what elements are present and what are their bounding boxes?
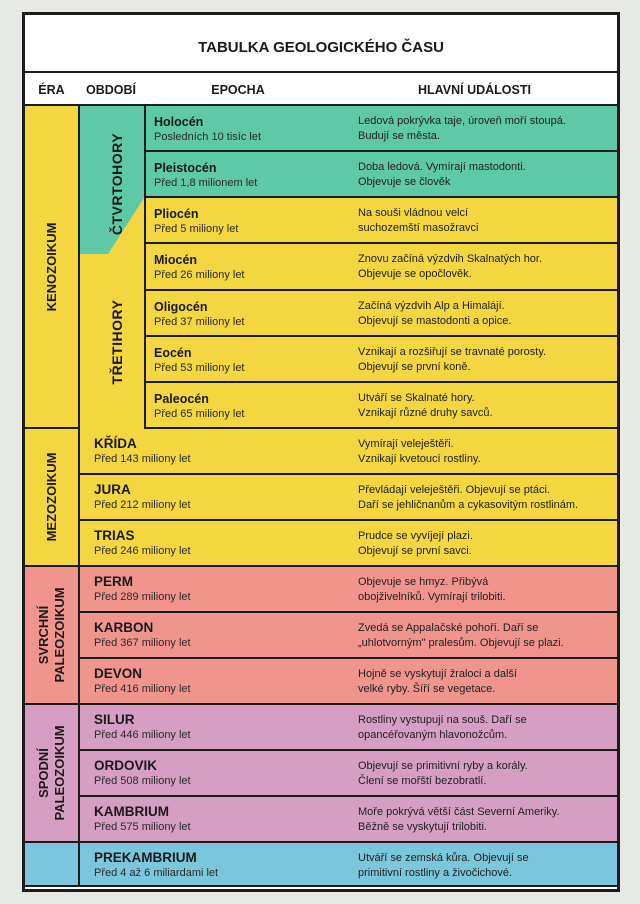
event-line: Budují se města.: [358, 130, 440, 142]
event-line: Objevují se první koně.: [358, 361, 471, 373]
events-cell: [358, 114, 615, 144]
events-cell: [358, 437, 615, 467]
epoch-name: SILUR: [94, 712, 135, 727]
era-label: SPODNÍ PALEOZOIKUM: [35, 725, 67, 821]
event-line: Vznikají různé druhy savců.: [358, 407, 493, 419]
geologic-time-table: [22, 12, 620, 892]
epoch-cell: [94, 436, 191, 465]
event-line: Utváří se zemská kůra. Objevují se: [358, 852, 529, 864]
event-line: Hojně se vyskytují žraloci a další: [358, 668, 517, 680]
table-row: [80, 751, 617, 797]
epoch-name: DEVON: [94, 666, 143, 681]
event-line: velké ryby. Šíří se vegetace.: [358, 683, 496, 695]
epoch-time: Před 53 miliony let: [154, 362, 245, 374]
epoch-name: TRIAS: [94, 528, 135, 543]
table-row: [80, 475, 617, 521]
epoch-name: Oligocén: [154, 300, 208, 314]
header-udalosti: HLAVNÍ UDÁLOSTI: [332, 71, 617, 106]
era-cell: [25, 567, 78, 705]
epoch-cell: [94, 620, 191, 649]
events-cell: [358, 529, 615, 559]
event-line: Zvedá se Appalačské pohoří. Daří se: [358, 622, 539, 634]
table-row: [146, 152, 617, 198]
table-row: [80, 659, 617, 705]
event-line: Běžně se vyskytují trilobiti.: [358, 821, 487, 833]
event-line: „uhlotvorným" pralesům. Objevují se plazi.: [358, 637, 564, 649]
table-row: [80, 521, 617, 567]
epoch-time: Před 212 miliony let: [94, 499, 191, 511]
table-row: [146, 291, 617, 337]
event-line: Člení se mořští bezobratlí.: [358, 775, 487, 787]
epoch-name: PREKAMBRIUM: [94, 850, 197, 865]
events-cell: [358, 252, 615, 282]
epoch-cell: [154, 346, 245, 374]
event-line: suchozemští masožravci: [358, 222, 479, 234]
epoch-cell: [154, 161, 257, 189]
era-label: KENOZOIKUM: [43, 222, 59, 311]
epoch-cell: [154, 392, 245, 420]
events-cell: [358, 805, 615, 835]
epoch-cell: [154, 115, 261, 143]
table-row: [146, 198, 617, 244]
header-obdobi: OBDOBÍ: [78, 71, 144, 106]
events-cell: [358, 759, 615, 789]
epoch-time: Před 4 až 6 miliardami let: [94, 867, 219, 879]
table-row: [80, 797, 617, 843]
table-row: [146, 244, 617, 291]
table-row: [146, 383, 617, 429]
table-title: TABULKA GEOLOGICKÉHO ČASU: [198, 39, 444, 56]
epoch-name: Miocén: [154, 253, 198, 267]
epoch-name: PERM: [94, 574, 134, 589]
period-cell: [80, 106, 144, 429]
header-epocha: EPOCHA: [144, 71, 332, 106]
epoch-name: Paleocén: [154, 392, 209, 406]
epoch-cell: [154, 207, 238, 235]
table-row: [80, 567, 617, 613]
epoch-name: Pleistocén: [154, 161, 217, 175]
period-label-tretihory: TŘETIHORY: [109, 299, 125, 385]
event-line: Na souši vládnou velcí: [358, 207, 469, 219]
table-row: [80, 429, 617, 475]
event-line: obojživelníků. Vymírají trilobiti.: [358, 591, 506, 603]
era-label: MEZOZOIKUM: [43, 452, 59, 542]
epoch-time: Před 37 miliony let: [154, 316, 245, 328]
event-line: Objevují se první savci.: [358, 545, 472, 557]
era-cell: [25, 843, 78, 887]
epoch-cell: [154, 253, 245, 281]
table-row: [146, 106, 617, 152]
epoch-name: Holocén: [154, 115, 204, 129]
events-cell: [358, 391, 615, 421]
event-line: Vznikají a rozšiřují se travnaté porosty.: [358, 346, 547, 358]
epoch-time: Před 367 miliony let: [94, 637, 191, 649]
epoch-name: Eocén: [154, 346, 192, 360]
period-divider: [144, 106, 146, 429]
epoch-time: Posledních 10 tisíc let: [154, 131, 262, 143]
epoch-cell: [94, 482, 191, 511]
events-cell: [358, 713, 615, 743]
epoch-cell: [94, 804, 191, 833]
event-line: Doba ledová. Vymírají mastodonti.: [358, 161, 526, 173]
era-cell: [25, 429, 78, 567]
epoch-name: JURA: [94, 482, 131, 497]
epoch-time: Před 416 miliony let: [94, 683, 191, 695]
epoch-cell: [94, 528, 191, 557]
event-line: Vznikají kvetoucí rostliny.: [358, 453, 481, 465]
period-label-ctvrtohory: ČTVRTOHORY: [109, 132, 125, 236]
events-cell: [358, 621, 615, 651]
epoch-time: Před 508 miliony let: [94, 775, 191, 787]
event-line: Vymírají veleještěři.: [358, 438, 454, 450]
events-cell: [358, 160, 615, 190]
events-cell: [358, 575, 615, 605]
era-cell: [25, 705, 78, 843]
event-line: Moře pokrývá větší část Severní Ameriky.: [358, 806, 560, 818]
epoch-time: Před 26 miliony let: [154, 269, 245, 281]
epoch-time: Před 1,8 milionem let: [154, 177, 258, 189]
event-line: Ledová pokrývka taje, úroveň moří stoupá.: [358, 115, 566, 127]
epoch-name: KAMBRIUM: [94, 804, 169, 819]
epoch-cell: [94, 850, 218, 879]
event-line: Převládají veleještěři. Objevují se ptáci.: [358, 484, 550, 496]
table-row: [80, 843, 617, 887]
epoch-name: Pliocén: [154, 207, 199, 221]
event-line: Znovu začíná výzdvih Skalnatých hor.: [358, 253, 543, 265]
epoch-time: Před 65 miliony let: [154, 408, 245, 420]
event-line: Rostliny vystupují na souš. Daří se: [358, 714, 527, 726]
epoch-name: ORDOVIK: [94, 758, 158, 773]
event-line: Začíná výzdvih Alp a Himalájí.: [358, 300, 505, 312]
epoch-time: Před 446 miliony let: [94, 729, 191, 741]
event-line: Daří se jehličnanům a cykasovitým rostlinám.: [358, 499, 579, 511]
epoch-cell: [154, 300, 245, 328]
epoch-cell: [94, 666, 191, 695]
event-line: opancéřovaným hlavonožcům.: [358, 729, 508, 741]
epoch-name: KARBON: [94, 620, 154, 635]
event-line: Objevují se mastodonti a opice.: [358, 315, 512, 327]
epoch-time: Před 289 miliony let: [94, 591, 191, 603]
table-row: [80, 613, 617, 659]
event-line: Objevuje se hmyz. Přibývá: [358, 576, 489, 588]
epoch-cell: [94, 758, 191, 787]
epoch-time: Před 5 miliony let: [154, 223, 239, 235]
header-era: ÉRA: [25, 71, 78, 106]
epoch-time: Před 246 miliony let: [94, 545, 191, 557]
era-divider: [78, 106, 80, 887]
table-row: [146, 337, 617, 383]
events-cell: [358, 483, 615, 513]
epoch-name: KŘÍDA: [94, 436, 137, 451]
epoch-cell: [94, 574, 191, 603]
event-line: Utváří se Skalnaté hory.: [358, 392, 475, 404]
events-cell: [358, 345, 615, 375]
event-line: Objevuje se člověk: [358, 176, 451, 188]
era-cell: [25, 106, 78, 429]
table-row: [80, 705, 617, 751]
event-line: primitivní rostliny a živočichové.: [358, 867, 513, 879]
events-cell: [358, 206, 615, 236]
events-cell: [358, 667, 615, 697]
epoch-time: Před 143 miliony let: [94, 453, 191, 465]
events-cell: [358, 851, 615, 881]
event-line: Objevuje se opočlověk.: [358, 268, 472, 280]
event-line: Objevují se primitivní ryby a korály.: [358, 760, 528, 772]
epoch-cell: [94, 712, 191, 741]
epoch-time: Před 575 miliony let: [94, 821, 191, 833]
event-line: Prudce se vyvíjejí plazi.: [358, 530, 473, 542]
era-label: SVRCHNÍ PALEOZOIKUM: [35, 587, 67, 683]
events-cell: [358, 299, 615, 329]
